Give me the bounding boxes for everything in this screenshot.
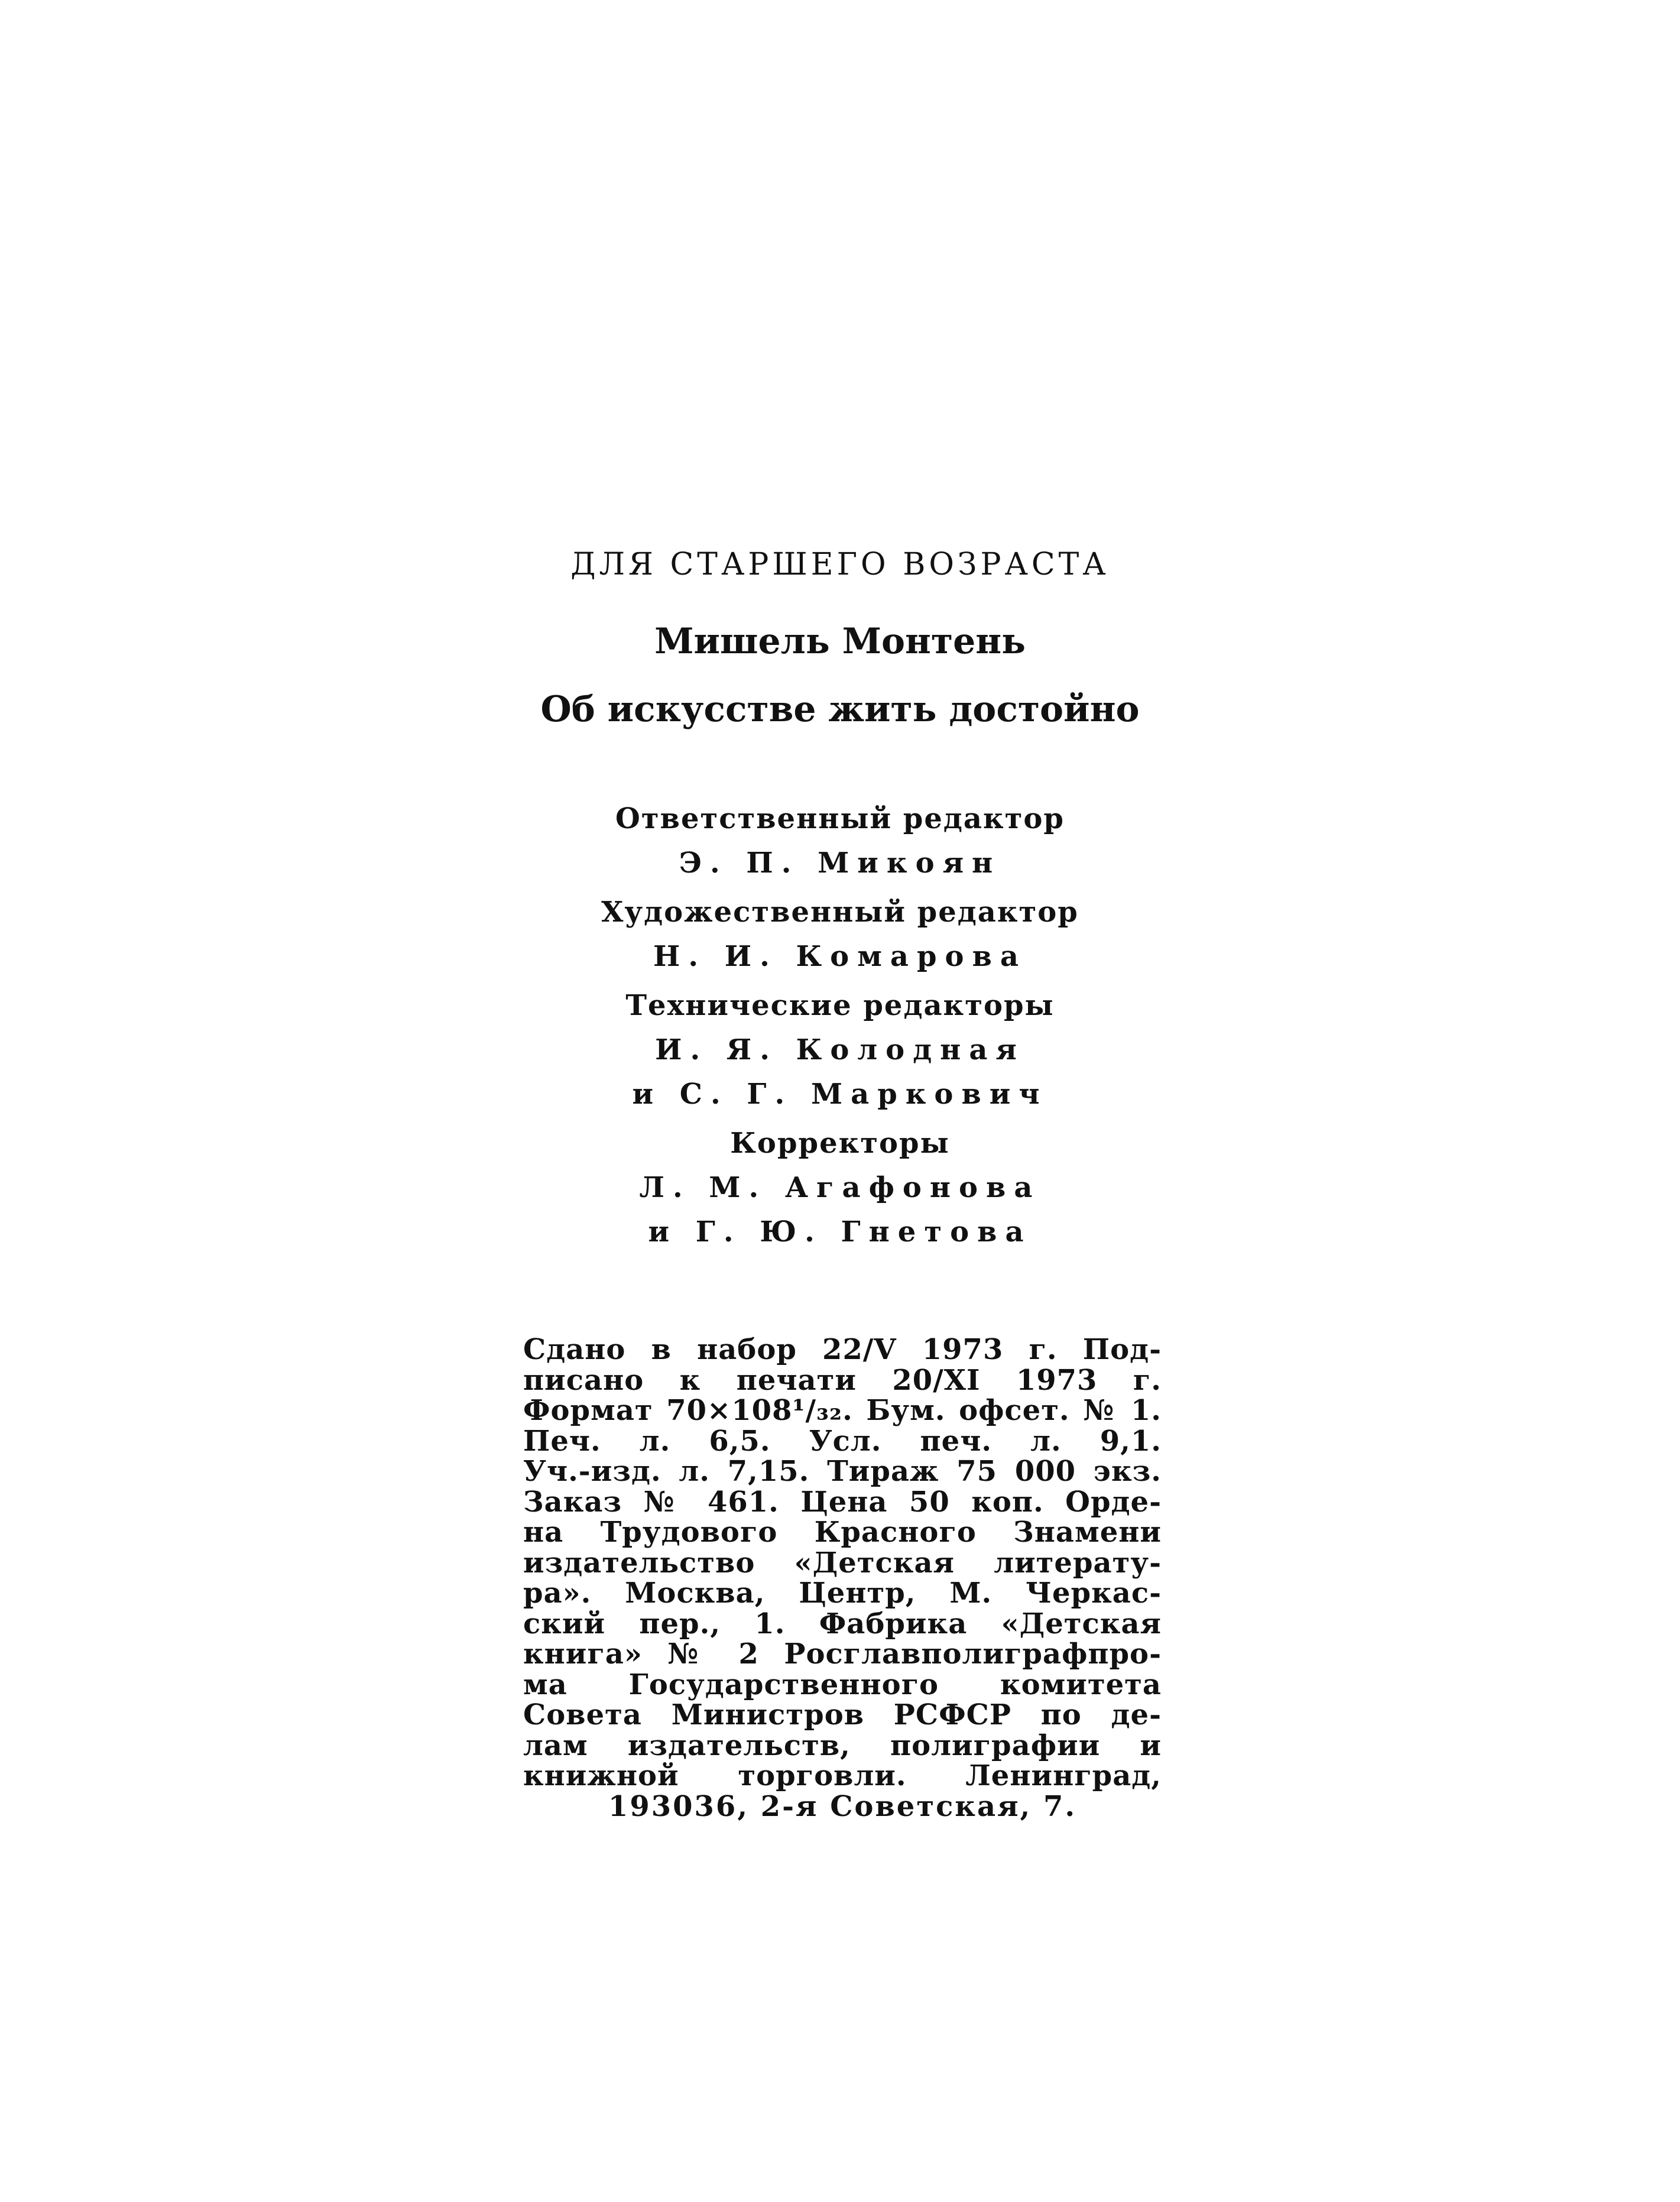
imprint-line: на Трудового Красного Знамени: [523, 1516, 1162, 1549]
imprint-line: книжной торговли. Ленинград,: [523, 1759, 1162, 1792]
imprint-line: Уч.-изд. л. 7,15. Тираж 75 000 экз.: [523, 1455, 1162, 1488]
imprint-line: Формат 70×108¹/₃₂. Бум. офсет. № 1.: [523, 1394, 1162, 1427]
imprint-line: книга» № 2 Росглавполиграфпро-: [523, 1637, 1162, 1671]
correctors-role: Корректоры: [730, 1127, 950, 1160]
age-label: ДЛЯ СТАРШЕГО ВОЗРАСТА: [570, 547, 1110, 582]
imprint-line: Печ. л. 6,5. Усл. печ. л. 9,1.: [523, 1424, 1162, 1458]
imprint-block: [523, 1335, 1162, 1822]
credits-section: [0, 797, 1680, 1254]
book-title: Об искусстве жить достойно: [540, 689, 1140, 730]
imprint-line: лам издательств, полиграфии и: [523, 1728, 1162, 1762]
corrector-name-1: Л. М. Агафонова: [639, 1171, 1041, 1204]
tech-editor-name-2: и С. Г. Маркович: [632, 1078, 1048, 1111]
imprint-line: 193036, 2-я Советская, 7.: [608, 1789, 1077, 1823]
chief-editor-role: Ответственный редактор: [615, 802, 1065, 835]
chief-editor-name: Э. П. Микоян: [679, 847, 1001, 880]
imprint-line: Заказ № 461. Цена 50 коп. Орде-: [523, 1485, 1162, 1519]
author-name: Мишель Монтень: [654, 621, 1026, 662]
tech-editor-name-1: И. Я. Колодная: [655, 1033, 1025, 1066]
art-editor-name: Н. И. Комарова: [653, 940, 1027, 973]
imprint-line: Сдано в набор 22/V 1973 г. Под-: [523, 1333, 1162, 1366]
imprint-line: издательство «Детская литерату-: [523, 1546, 1162, 1580]
imprint-line: писано к печати 20/XI 1973 г.: [523, 1363, 1162, 1397]
corrector-name-2: и Г. Ю. Гнетова: [648, 1215, 1032, 1248]
tech-editors-role: Технические редакторы: [625, 989, 1055, 1022]
imprint-line: Совета Министров РСФСР по де-: [523, 1698, 1162, 1731]
imprint-line: ра». Москва, Центр, М. Черкас-: [523, 1577, 1162, 1610]
imprint-line: ма Государственного комитета: [523, 1668, 1162, 1701]
art-editor-role: Художественный редактор: [601, 896, 1079, 929]
imprint-line: ский пер., 1. Фабрика «Детская: [523, 1607, 1162, 1640]
